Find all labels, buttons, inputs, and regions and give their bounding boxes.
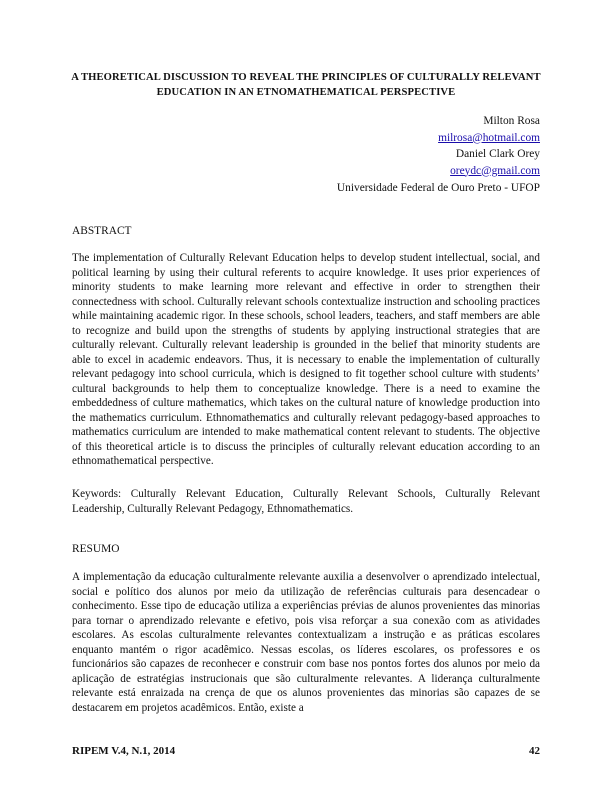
page-number: 42	[529, 745, 540, 757]
resumo-text: A implementação da educação culturalmente relevante auxilia a desenvolver o aprendizado intelectual, social e político dos alunos por meio da utilização de referências culturais para desencadear o conhecimento. Esse tipo de educação utiliza a experiências prévias de alunos provenientes das minorias para tornar o aprendizado relevante e efetivo, pois visa reforçar a sua conexão com as atividades escolares. As escolas culturalmente relevantes contextualizam a instrução e as práticas escolares enquanto mantém o rigor acadêmico. Nessas escolas, os líderes escolares, os professores e os funcionários são capazes de reconhecer e construir com base nos pontos fortes dos alunos por meio da aplicação de estratégias instrucionais que são culturalmente relevantes. A liderança culturalmente relevante está enraizada na crença de que os alunos provenientes das minorias são capazes de se destacarem em projetos acadêmicos. Então, existe a	[72, 571, 540, 714]
author-block	[438, 113, 540, 179]
author-name: Milton Rosa	[483, 115, 540, 127]
keywords: Keywords: Culturally Relevant Education, Culturally Relevant Schools, Culturally Relevant Leadership, Culturally Relevant Pedagogy, Ethnomathematics.	[72, 488, 540, 515]
resumo-heading: RESUMO	[72, 543, 120, 555]
author-name: Daniel Clark Orey	[455, 148, 540, 160]
author-email-link[interactable]: milrosa@hotmail.com	[438, 131, 540, 144]
paper-title: A THEORETICAL DISCUSSION TO REVEAL THE PRINCIPLES OF CULTURALLY RELEVANT EDUCATION IN AN ETNOMATHEMATICAL PERSPECTIVE	[71, 72, 541, 98]
affiliation: Universidade Federal de Ouro Preto - UFOP	[336, 182, 540, 194]
journal-footer: RIPEM V.4, N.1, 2014	[72, 745, 176, 757]
abstract-heading: ABSTRACT	[72, 225, 132, 237]
author-email-link[interactable]: oreydc@gmail.com	[450, 164, 540, 177]
abstract-text: The implementation of Culturally Relevant Education helps to develop student intellectual, social, and political learning by using their cultural referents to acquire knowledge. It uses prior experiences of minority students to make learning more relevant and effective in order to strengthen their connectedness with school. Culturally relevant schools contextualize instruction and schooling practices while maintaining academic rigor. In these schools, school leaders, teachers, and staff members are able to recognize and build upon the strengths of students by applying instructional strategies that are culturally relevant. Culturally relevant leadership is grounded in the belief that minority students are able to excel in academic endeavors. Thus, it is necessary to enable the implementation of culturally relevant pedagogy into school curricula, which is designed to fit together school culture with students’ cultural backgrounds to help them to conceptualize knowledge. There is a need to examine the embeddedness of culture mathematics, which takes on the cultural nature of knowledge production into the mathematics curriculum. Ethnomathematics and culturally relevant pedagogy-based approaches to mathematics curriculum are intended to make mathematical content relevant to students. The objective of this theoretical article is to discuss the principles of culturally relevant education according to an ethnomathematical perspective.	[72, 252, 540, 467]
